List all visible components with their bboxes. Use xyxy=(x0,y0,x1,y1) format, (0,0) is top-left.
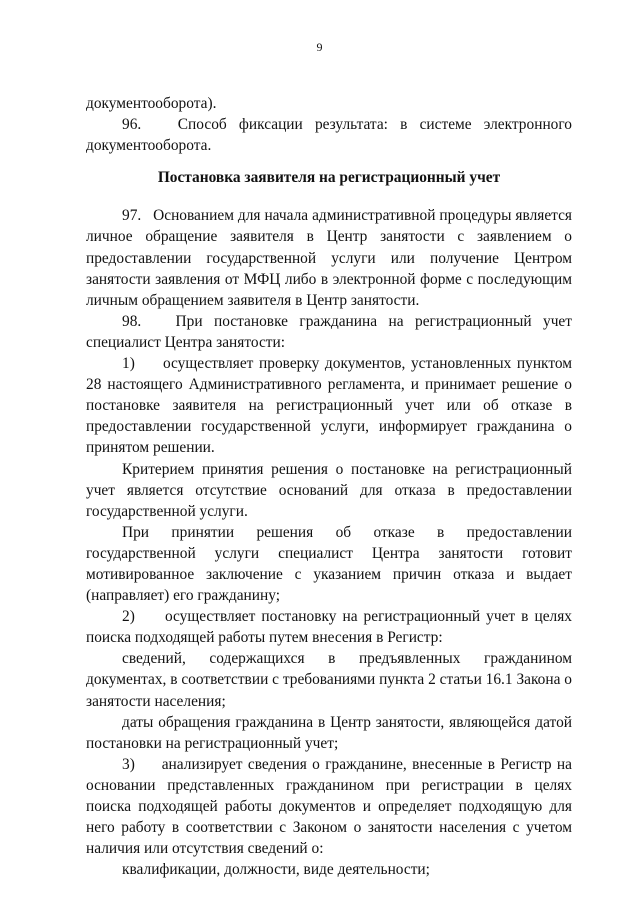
paragraph-qualification: квалификации, должности, виде деятельности; xyxy=(122,861,430,879)
paragraph-refusal: При принятии решения об отказе в предоставлении государственной услуги специалист Центра занятости готовит мотивированное заключение с указанием причин отказа и выдает (направляет) его гражданину; xyxy=(86,523,572,605)
paragraph-documents-info: сведений, содержащихся в предъявленных гражданином документах, в соответствии с требованиями пункта 2 статьи 16.1 Закона о занятости населения; xyxy=(86,650,572,710)
paragraph-98-item-3: 3) анализирует сведения о гражданине, внесенные в Регистр на основании представленных гражданином при регистрации в целях поиска подходящей работы документов и определяет подходящую для него работу в соответствии с Законом о занятости населения с учетом наличия или отсутствия сведений о: xyxy=(86,755,572,858)
paragraph-97: 97. Основанием для начала административной процедуры является личное обращение заявителя в Центр занятости с заявлением о предоставлении государственной услуги или получение Центром занятости заявления от МФЦ либо в электронной форме с последующим личным обращением заявителя в Центр занятости. xyxy=(86,207,572,309)
page-number: 9 xyxy=(316,40,323,54)
paragraph-criterion: Критерием принятия решения о постановке на регистрационный учет является отсутствие оснований для отказа в предоставлении государственной услуги. xyxy=(86,460,572,520)
paragraph-98: 98. При постановке гражданина на регистрационный учет специалист Центра занятости: xyxy=(86,312,572,351)
document-body xyxy=(86,93,572,880)
paragraph-98-item-1: 1) осуществляет проверку документов, установленных пунктом 28 настоящего Административного регламента, и принимает решение о постановке заявителя на регистрационный учет или об отказе в предоставлении государственной услуги, информирует гражданина о принятом решении. xyxy=(86,355,572,457)
paragraph-application-date: даты обращения гражданина в Центр занятости, являющейся датой постановки на регистрационный учет; xyxy=(86,713,572,752)
paragraph-96: 96. Способ фиксации результата: в системе электронного документооборота. xyxy=(86,116,572,155)
section-heading: Постановка заявителя на регистрационный учет xyxy=(157,169,501,187)
paragraph-98-item-2: 2) осуществляет постановку на регистрационный учет в целях поиска подходящей работы путем внесения в Регистр: xyxy=(86,608,572,647)
paragraph-continuation: документооборота). xyxy=(86,95,217,112)
